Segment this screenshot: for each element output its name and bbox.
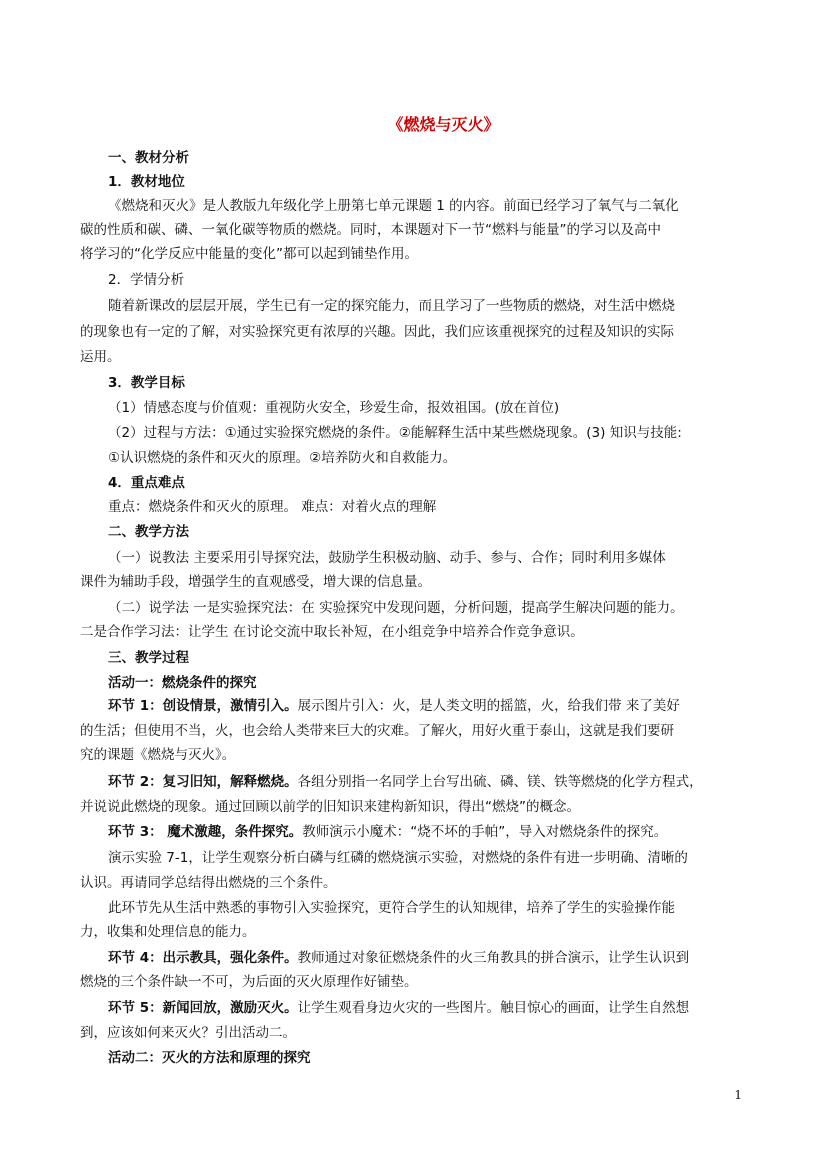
- paragraph-line: 随着新课改的层层开展，学生已有一定的探究能力，而且学习了一些物质的燃烧，对生活中燃烧: [108, 298, 675, 314]
- paragraph-line: 碳的性质和碳、磷、一氧化碳等物质的燃烧。同时，本课题对下一节“燃料与能量”的学习以及高中: [80, 222, 661, 238]
- paragraph-line: 认识。再请同学总结得出燃烧的三个条件。: [80, 875, 337, 891]
- paragraph-line: 究的课题《燃烧与灭火》。: [80, 747, 236, 763]
- step-label: 环节 2：复习旧知，解释燃烧。: [108, 774, 298, 790]
- step-text: 教师演示小魔术：“烧不坏的手帕”，导入对燃烧条件的探究。: [302, 824, 668, 840]
- paragraph-line: 到，应该如何来灭火？引出活动二。: [80, 1025, 296, 1041]
- section-heading-3: 三、教学过程: [108, 650, 189, 666]
- section-heading-2: 二、教学方法: [108, 524, 189, 540]
- paragraph-line: 力，收集和处理信息的能力。: [80, 924, 256, 940]
- step-label: 环节 5：新闻回放，激励灭火。: [108, 1000, 298, 1016]
- subheading-2: 2．学情分析: [108, 272, 185, 288]
- paragraph-line: （二）说学法 一是实验探究法：在 实验探究中发现问题，分析问题，提高学生解决问题的能力。: [108, 600, 684, 616]
- paragraph-line: [108, 694, 778, 718]
- paragraph-line: 将学习的“化学反应中能量的变化”都可以起到铺垫作用。: [80, 246, 418, 262]
- step-text: 让学生观看身边火灾的一些图片。触目惊心的画面，让学生自然想: [297, 1000, 690, 1016]
- step-text: 教师通过对象征燃烧条件的火三角教具的拼合演示，让学生认识到: [297, 950, 690, 966]
- step-text: 各组分别指一名同学上台写出硫、磷、镁、铁等燃烧的化学方程式，: [297, 774, 703, 790]
- paragraph-line: （2）过程与方法：①通过实验探究燃烧的条件。②能解释生活中某些燃烧现象。(3) 知识与技能:: [108, 425, 682, 441]
- paragraph-line: [108, 996, 778, 1020]
- paragraph-line: [108, 770, 778, 794]
- document-title: 《燃烧与灭火》: [387, 115, 500, 134]
- paragraph-line: ①认识燃烧的条件和灭火的原理。②培养防火和自救能力。: [108, 450, 457, 466]
- step-label: 环节 1：创设情景，激情引入。: [108, 698, 298, 714]
- section-heading-1: 一、教材分析: [108, 150, 189, 166]
- paragraph-line: 此环节先从生活中熟悉的事物引入实验探究，更符合学生的认知规律，培养了学生的实验操作能: [108, 900, 675, 916]
- activity-heading-2: 活动二：灭火的方法和原理的探究: [108, 1050, 311, 1066]
- paragraph-line: （一）说教法 主要采用引导探究法，鼓励学生积极动脑、动手、参与、合作；同时利用多媒体: [108, 550, 666, 566]
- paragraph-line: 重点：燃烧条件和灭火的原理。 难点：对着火点的理解: [108, 499, 437, 515]
- subheading-1: 1．教材地位: [108, 174, 185, 190]
- step-label: 环节 4：出示教具，强化条件。: [108, 950, 298, 966]
- activity-heading-1: 活动一：燃烧条件的探究: [108, 675, 257, 691]
- paragraph-line: 课件为辅助手段，增强学生的直观感受，增大课的信息量。: [80, 574, 431, 590]
- paragraph-line: 《燃烧和灭火》是人教版九年级化学上册第七单元课题 1 的内容。前面已经学习了氧气与二氧化: [108, 198, 679, 214]
- paragraph-line: 的现象也有一定的了解，对实验探究更有浓厚的兴趣。因此，我们应该重视探究的过程及知识的实际: [80, 324, 674, 340]
- paragraph-line: 的生活；但使用不当，火，也会给人类带来巨大的灾难。了解火，用好火重于泰山，这就是我们要研: [80, 723, 674, 739]
- paragraph-line: 并说说此燃烧的现象。通过回顾以前学的旧知识来建构新知识，得出“燃烧”的概念。: [80, 799, 580, 815]
- paragraph-line: 演示实验 7-1，让学生观察分析白磷与红磷的燃烧演示实验，对燃烧的条件有进一步明确、清晰的: [108, 850, 688, 866]
- subheading-4: 4．重点难点: [108, 475, 185, 491]
- paragraph-line: [108, 820, 778, 844]
- paragraph-line: （1）情感态度与价值观：重视防火安全，珍爱生命，报效祖国。(放在首位): [108, 400, 560, 416]
- paragraph-line: [108, 946, 778, 970]
- paragraph-line: 二是合作学习法：让学生 在讨论交流中取长补短，在小组竞争中培养合作竞争意识。: [80, 624, 584, 640]
- step-label: 环节 3： 魔术激趣，条件探究。: [108, 824, 303, 840]
- step-text: 展示图片引入：火，是人类文明的摇篮，火，给我们带 来了美好: [297, 698, 680, 714]
- paragraph-line: 运用。: [80, 349, 121, 365]
- subheading-3: 3．教学目标: [108, 375, 185, 391]
- page-number: 1: [734, 1088, 742, 1102]
- paragraph-line: 燃烧的三个条件缺一不可，为后面的灭火原理作好铺垫。: [80, 974, 418, 990]
